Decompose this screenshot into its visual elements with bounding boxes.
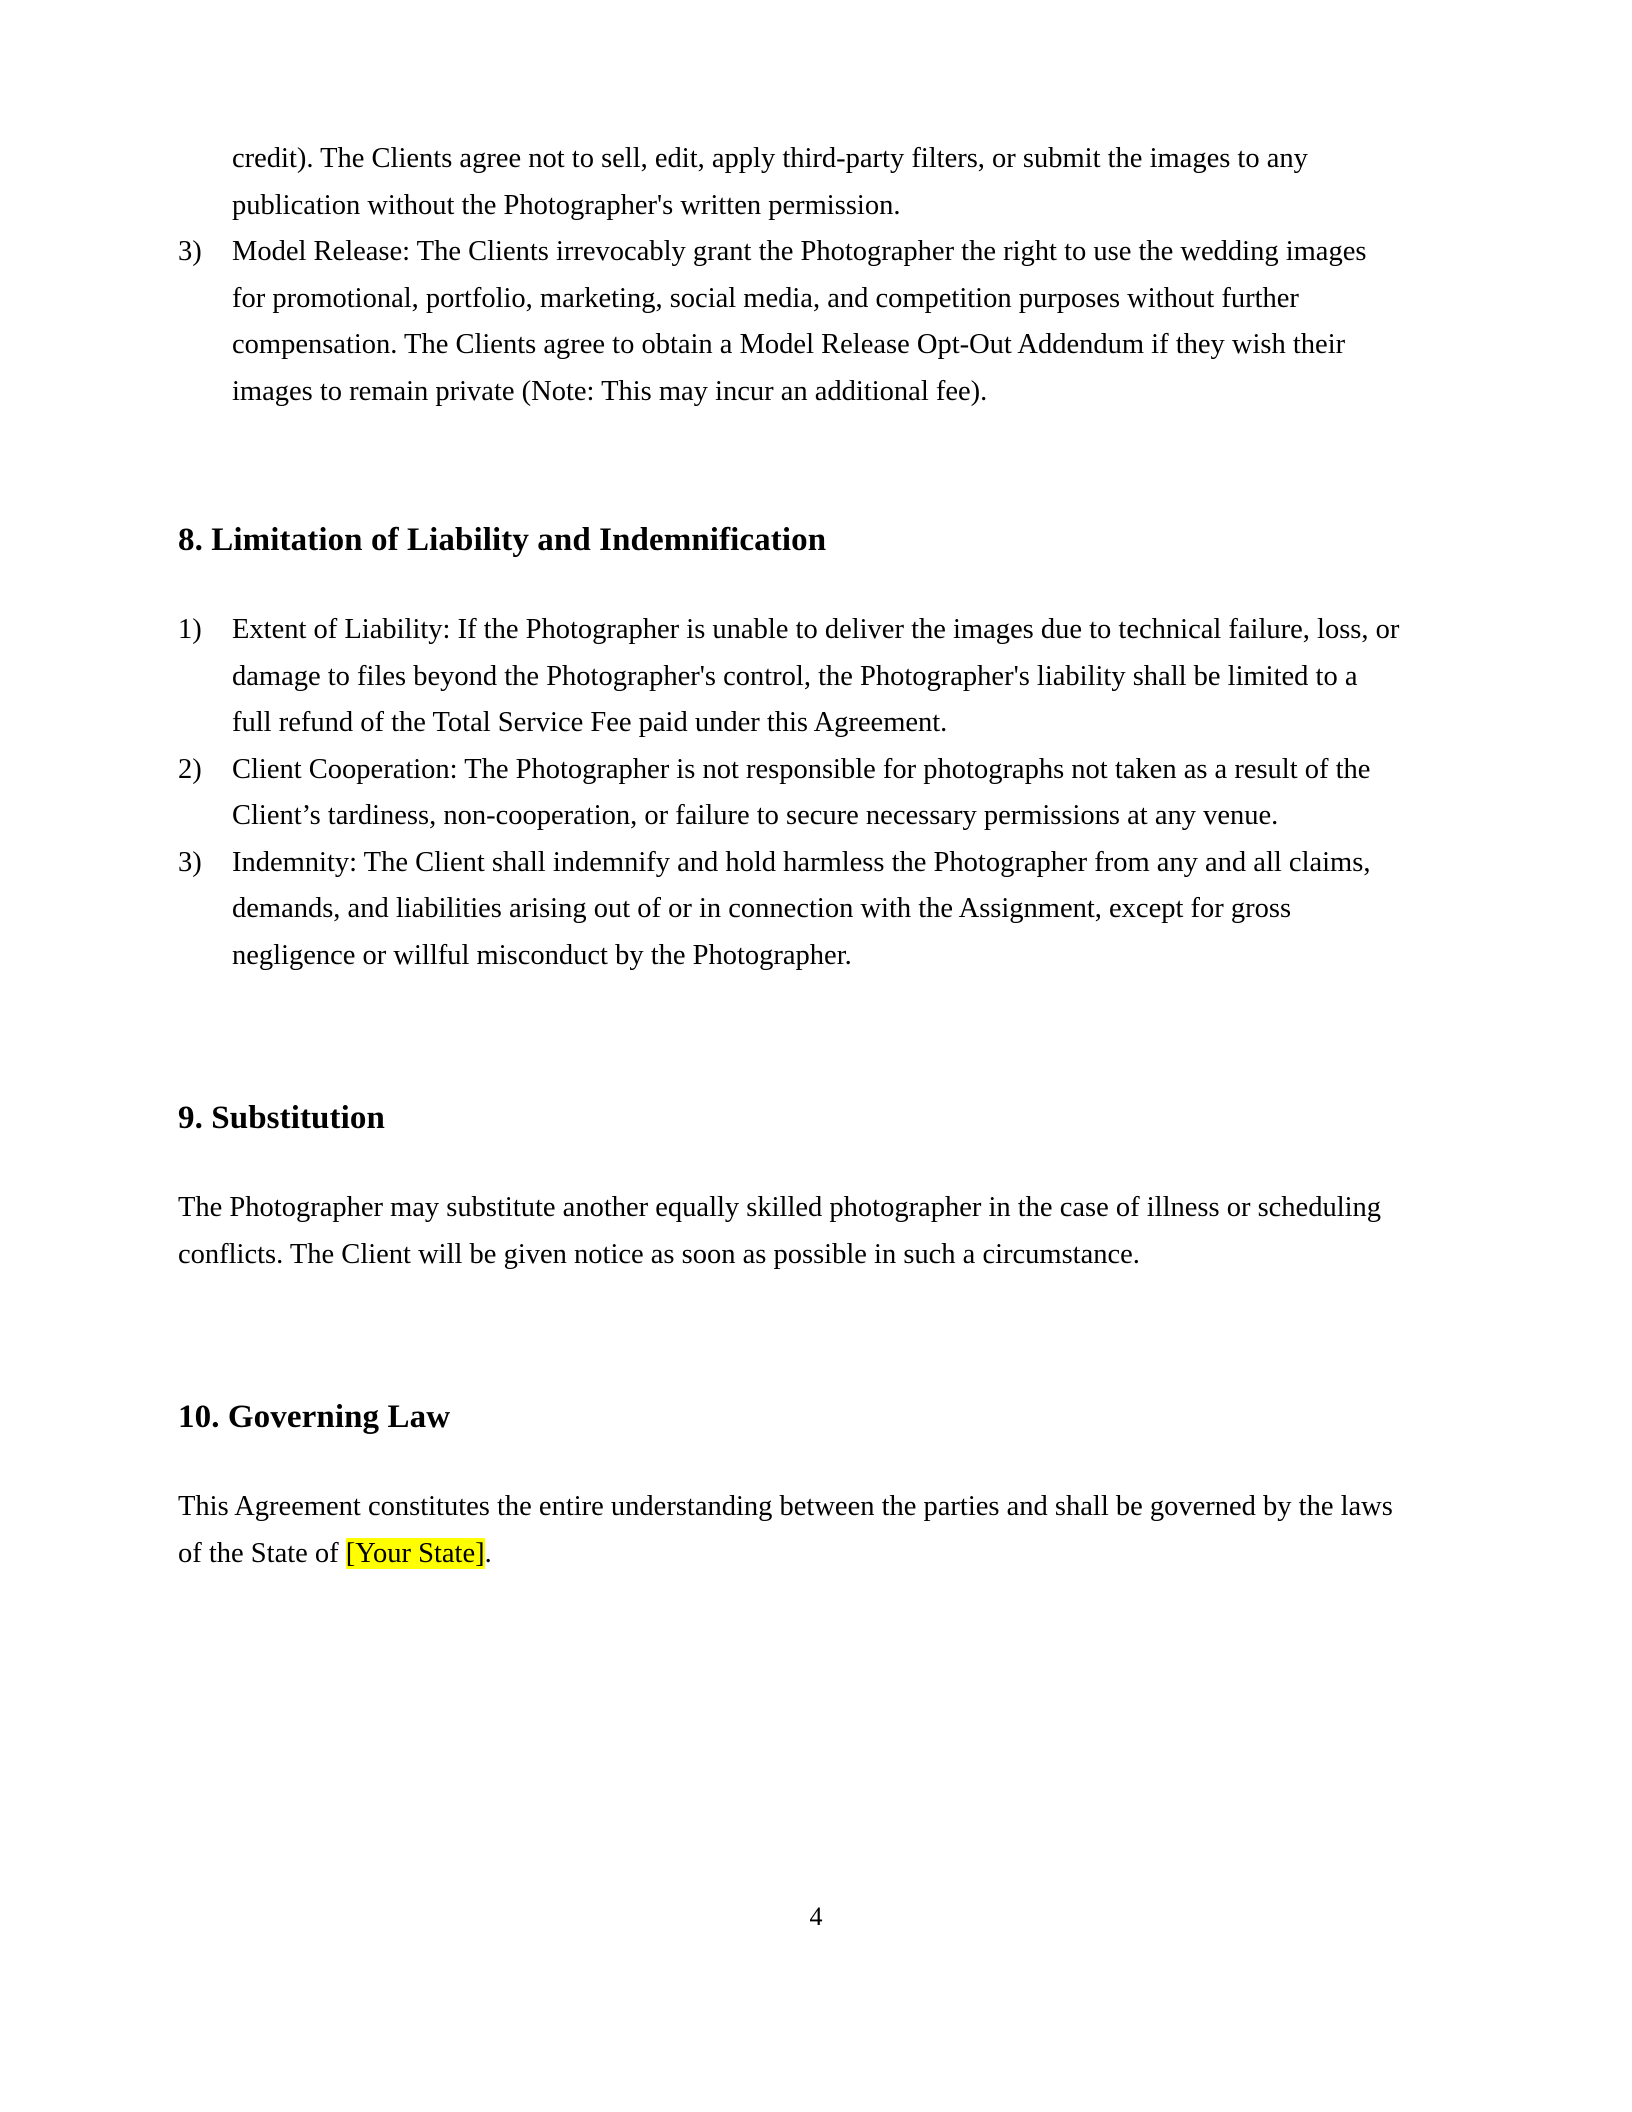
section-heading-10: 10. Governing Law (178, 1399, 451, 1435)
section-8-numbered-list (178, 607, 1400, 979)
state-placeholder-highlight: [Your State] (345, 1537, 485, 1569)
section-spacer (178, 979, 1400, 1097)
list-item-marker: 2) (178, 753, 202, 785)
heading-spacer (178, 561, 1400, 607)
list-item-marker: 1) (178, 614, 202, 645)
governing-law-text-before: This Agreement constitutes the entire understanding between the parties and shall be governed by the laws of the State of (178, 1491, 1393, 1569)
heading-spacer (178, 1139, 1400, 1185)
section-heading-8: 8. Limitation of Liability and Indemnification (178, 522, 827, 558)
list-item-marker: 3) (178, 846, 202, 878)
list-item (178, 229, 1400, 415)
list-item-text: Model Release: The Clients irrevocably grant the Photographer the right to use the wedding images for promotional, portfolio, marketing, social media, and competition purposes without further compensation. The Clients agree to obtain a Model Release Opt-Out Addendum if they wish their images to remain private (Note: This may incur an additional fee). (232, 236, 1367, 407)
continued-list-item-text: credit). The Clients agree not to sell, edit, apply third-party filters, or submit the images to any publication without the Photographer's written permission. (232, 143, 1308, 221)
page-content (178, 136, 1400, 1577)
list-item-text: Extent of Liability: If the Photographer is unable to deliver the images due to technical failure, loss, or damage to files beyond the Photographer's control, the Photographer's liability shall be limited to a full refund of the Total Service Fee paid under this Agreement. (232, 614, 1400, 738)
section-10-paragraph (178, 1484, 1400, 1577)
list-item-marker: 3) (178, 236, 202, 267)
section-spacer (178, 1278, 1400, 1396)
list-item-text: Client Cooperation: The Photographer is not responsible for photographs not taken as a result of the Client’s tardiness, non-cooperation, or failure to secure necessary permissions at any venue. (232, 753, 1371, 831)
section-heading-9: 9. Substitution (178, 1100, 385, 1136)
section-9-paragraph: The Photographer may substitute another equally skilled photographer in the case of illness or scheduling conflicts. The Client will be given notice as soon as possible in such a circumstance. (178, 1192, 1382, 1270)
page-number: 4 (809, 1902, 823, 1931)
list-item (178, 607, 1400, 747)
list-item (178, 747, 1400, 840)
list-item (178, 840, 1400, 980)
continued-numbered-list (178, 229, 1400, 415)
list-item-text: Indemnity: The Client shall indemnify and hold harmless the Photographer from any and all claims, demands, and liabilities arising out of or in connection with the Assignment, except for gross negligence or willful misconduct by the Photographer. (232, 846, 1371, 971)
heading-spacer (178, 1438, 1400, 1484)
section-spacer (178, 415, 1400, 519)
governing-law-text-after: . (484, 1537, 492, 1569)
